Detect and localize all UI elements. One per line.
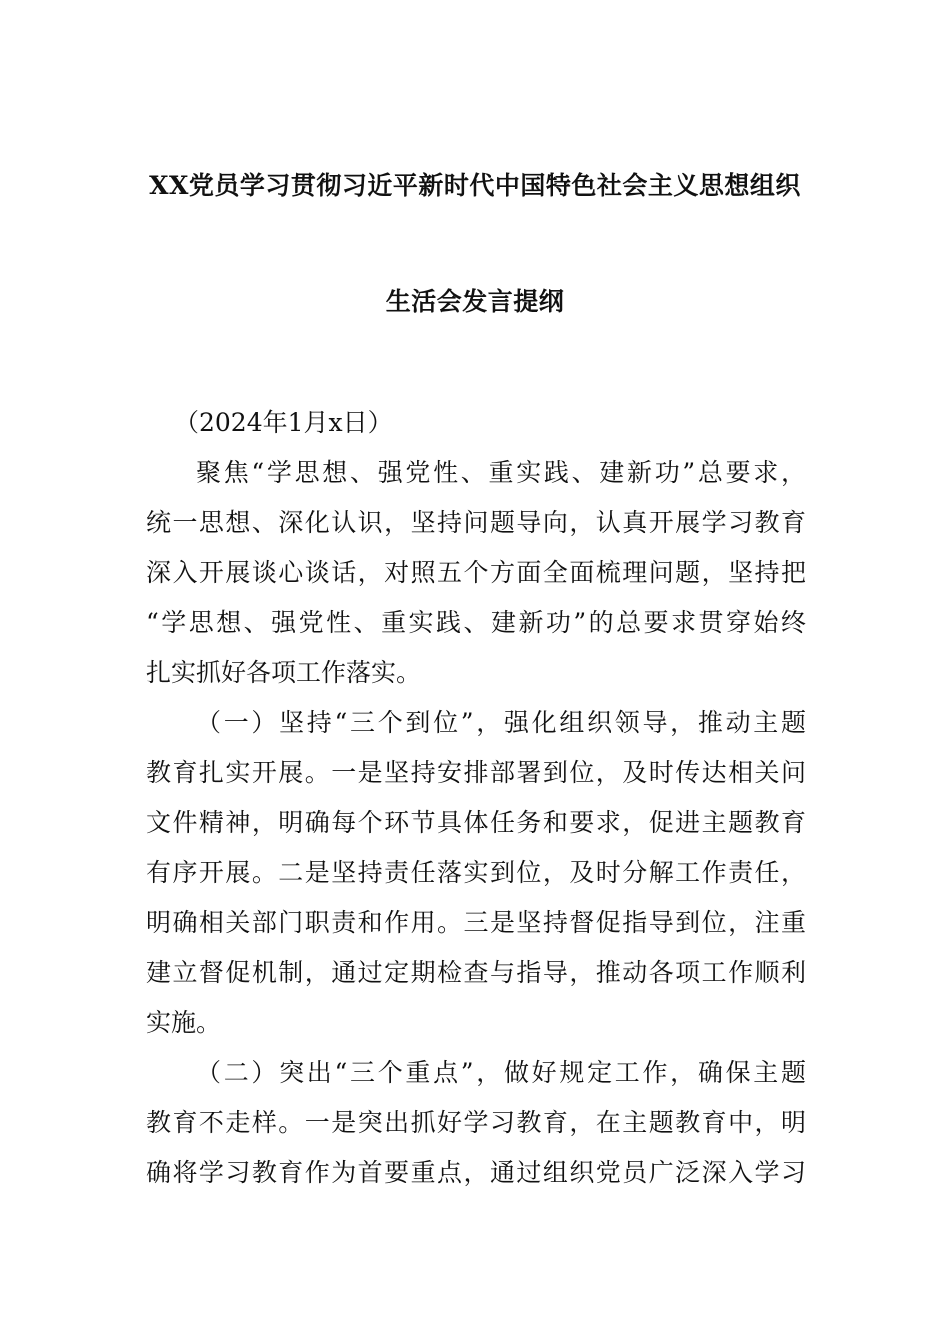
document-title-line-2: 生活会发言提纲	[385, 287, 565, 316]
paragraph-line: 深入开展谈心谈话，对照五个方面全面梳理问题，坚持把	[146, 558, 806, 587]
paragraph-line: 教育不走样。一是突出抓好学习教育，在主题教育中，明	[146, 1108, 806, 1137]
paragraph-line: 明确相关部门职责和作用。三是坚持督促指导到位，注重	[146, 908, 806, 937]
paragraph-line: 扎实抓好各项工作落实。	[146, 658, 422, 687]
paragraph-line: 建立督促机制，通过定期检查与指导，推动各项工作顺利	[146, 958, 806, 987]
paragraph-line: 聚焦“学思想、强党性、重实践、建新功”总要求，	[196, 458, 806, 487]
section-heading-line: （二）突出“三个重点”，做好规定工作，确保主题	[196, 1058, 806, 1087]
paragraph-line: 实施。	[146, 1008, 222, 1037]
paragraph-line: 确将学习教育作为首要重点，通过组织党员广泛深入学习	[146, 1158, 806, 1187]
paragraph-line: 教育扎实开展。一是坚持安排部署到位，及时传达相关问	[146, 758, 806, 787]
paragraph-line: “学思想、强党性、重实践、建新功”的总要求贯穿始终	[146, 608, 806, 637]
document-date: （2024年1月x日）	[174, 408, 393, 437]
document-body	[146, 398, 806, 1198]
paragraph-line: 文件精神，明确每个环节具体任务和要求，促进主题教育	[146, 808, 806, 837]
document-title-line-1: XX党员学习贯彻习近平新时代中国特色社会主义思想组织	[149, 171, 801, 200]
paragraph-line: 统一思想、深化认识，坚持问题导向，认真开展学习教育	[146, 508, 806, 537]
section-heading-line: （一）坚持“三个到位”，强化组织领导，推动主题	[196, 708, 806, 737]
paragraph-line: 有序开展。二是坚持责任落实到位，及时分解工作责任，	[146, 858, 806, 887]
